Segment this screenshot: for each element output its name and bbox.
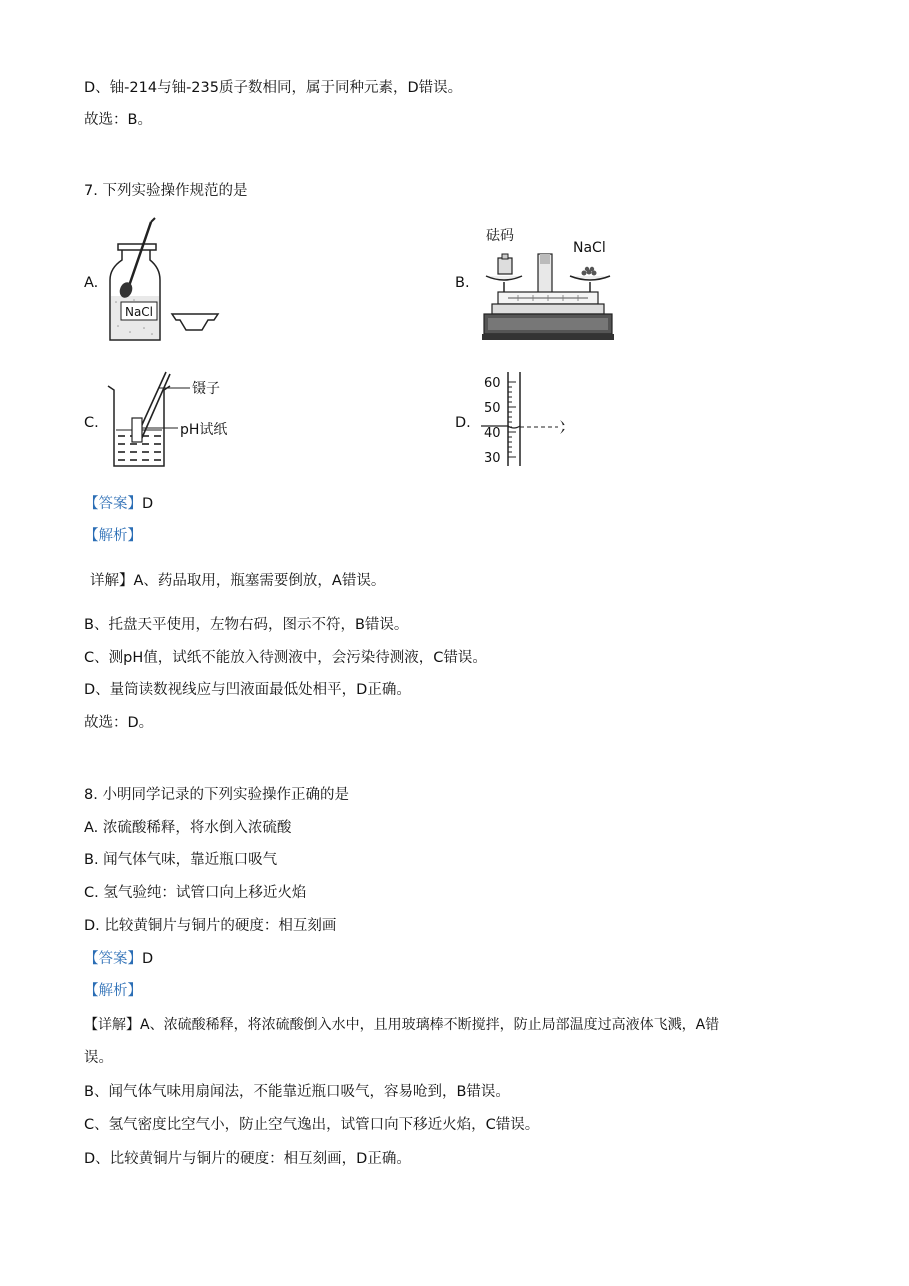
q7-option-b-label: B. <box>455 275 470 291</box>
tick-60: 60 <box>484 376 501 391</box>
q8-analysis-tag: 【解析】 <box>84 983 142 999</box>
q8-explain-d: D、比较黄铜片与铜片的硬度：相互刻画，D正确。 <box>84 1151 411 1167</box>
q7-option-a-label: A. <box>84 275 99 291</box>
q7-explain-a: 详解】A、药品取用，瓶塞需要倒放，A错误。 <box>90 573 386 589</box>
q8-answer-value: D <box>142 951 154 967</box>
q8-explain-c: C、氢气密度比空气小，防止空气逸出，试管口向下移近火焰，C错误。 <box>84 1117 540 1133</box>
q7-explain-c: C、测pH值，试纸不能放入待测液中，会污染待测液，C错误。 <box>84 650 487 666</box>
q7-answer-tag: 【答案】 <box>84 496 142 512</box>
q8-explain-a: 【详解】A、浓硫酸稀释，将浓硫酸倒入水中，且用玻璃棒不断搅拌，防止局部温度过高液体飞溅，A错 <box>84 1017 720 1033</box>
q8-answer-tag: 【答案】 <box>84 951 142 967</box>
q8-explain-a-cont: 误。 <box>84 1050 113 1066</box>
bottle-label: NaCl <box>124 305 154 319</box>
q7-figure-d <box>480 370 580 474</box>
q7-answer <box>84 494 153 514</box>
q8-option-a: A. 浓硫酸稀释，将水倒入浓硫酸 <box>84 820 292 836</box>
q7-explain-b: B、托盘天平使用，左物右码，图示不符，B错误。 <box>84 617 409 633</box>
q8-stem: 8. 小明同学记录的下列实验操作正确的是 <box>84 787 349 803</box>
q7-option-d-label: D. <box>455 415 471 431</box>
q8-explain-b: B、闻气体气味用扇闻法，不能靠近瓶口吸气，容易呛到，B错误。 <box>84 1084 510 1100</box>
q7-explain-d: D、量筒读数视线应与凹液面最低处相平，D正确。 <box>84 682 411 698</box>
ph-paper-label: pH试纸 <box>180 422 228 438</box>
q8-option-d: D. 比较黄铜片与铜片的硬度：相互刻画 <box>84 918 337 934</box>
sample-label: NaCl <box>573 240 606 256</box>
q8-answer <box>84 949 153 969</box>
q7-final-answer: 故选：D。 <box>84 715 154 731</box>
tick-50: 50 <box>484 401 501 416</box>
tweezers-label: 镊子 <box>192 381 220 397</box>
weight-label: 砝码 <box>486 228 514 244</box>
q7-figure-b <box>478 222 618 348</box>
prev-answer: 故选：B。 <box>84 112 152 128</box>
q7-figure-c <box>106 368 246 477</box>
q7-figure-a <box>104 216 229 350</box>
tick-40: 40 <box>484 426 501 441</box>
prev-line-d: D、铀-214与铀-235质子数相同，属于同种元素，D错误。 <box>84 80 463 96</box>
q7-stem: 7. 下列实验操作规范的是 <box>84 183 248 199</box>
q7-analysis-tag: 【解析】 <box>84 528 142 544</box>
q8-option-b: B. 闻气体气味，靠近瓶口吸气 <box>84 852 278 868</box>
q7-answer-value: D <box>142 496 154 512</box>
q8-option-c: C. 氢气验纯：试管口向上移近火焰 <box>84 885 307 901</box>
tick-30: 30 <box>484 451 501 466</box>
q7-option-c-label: C. <box>84 415 99 431</box>
